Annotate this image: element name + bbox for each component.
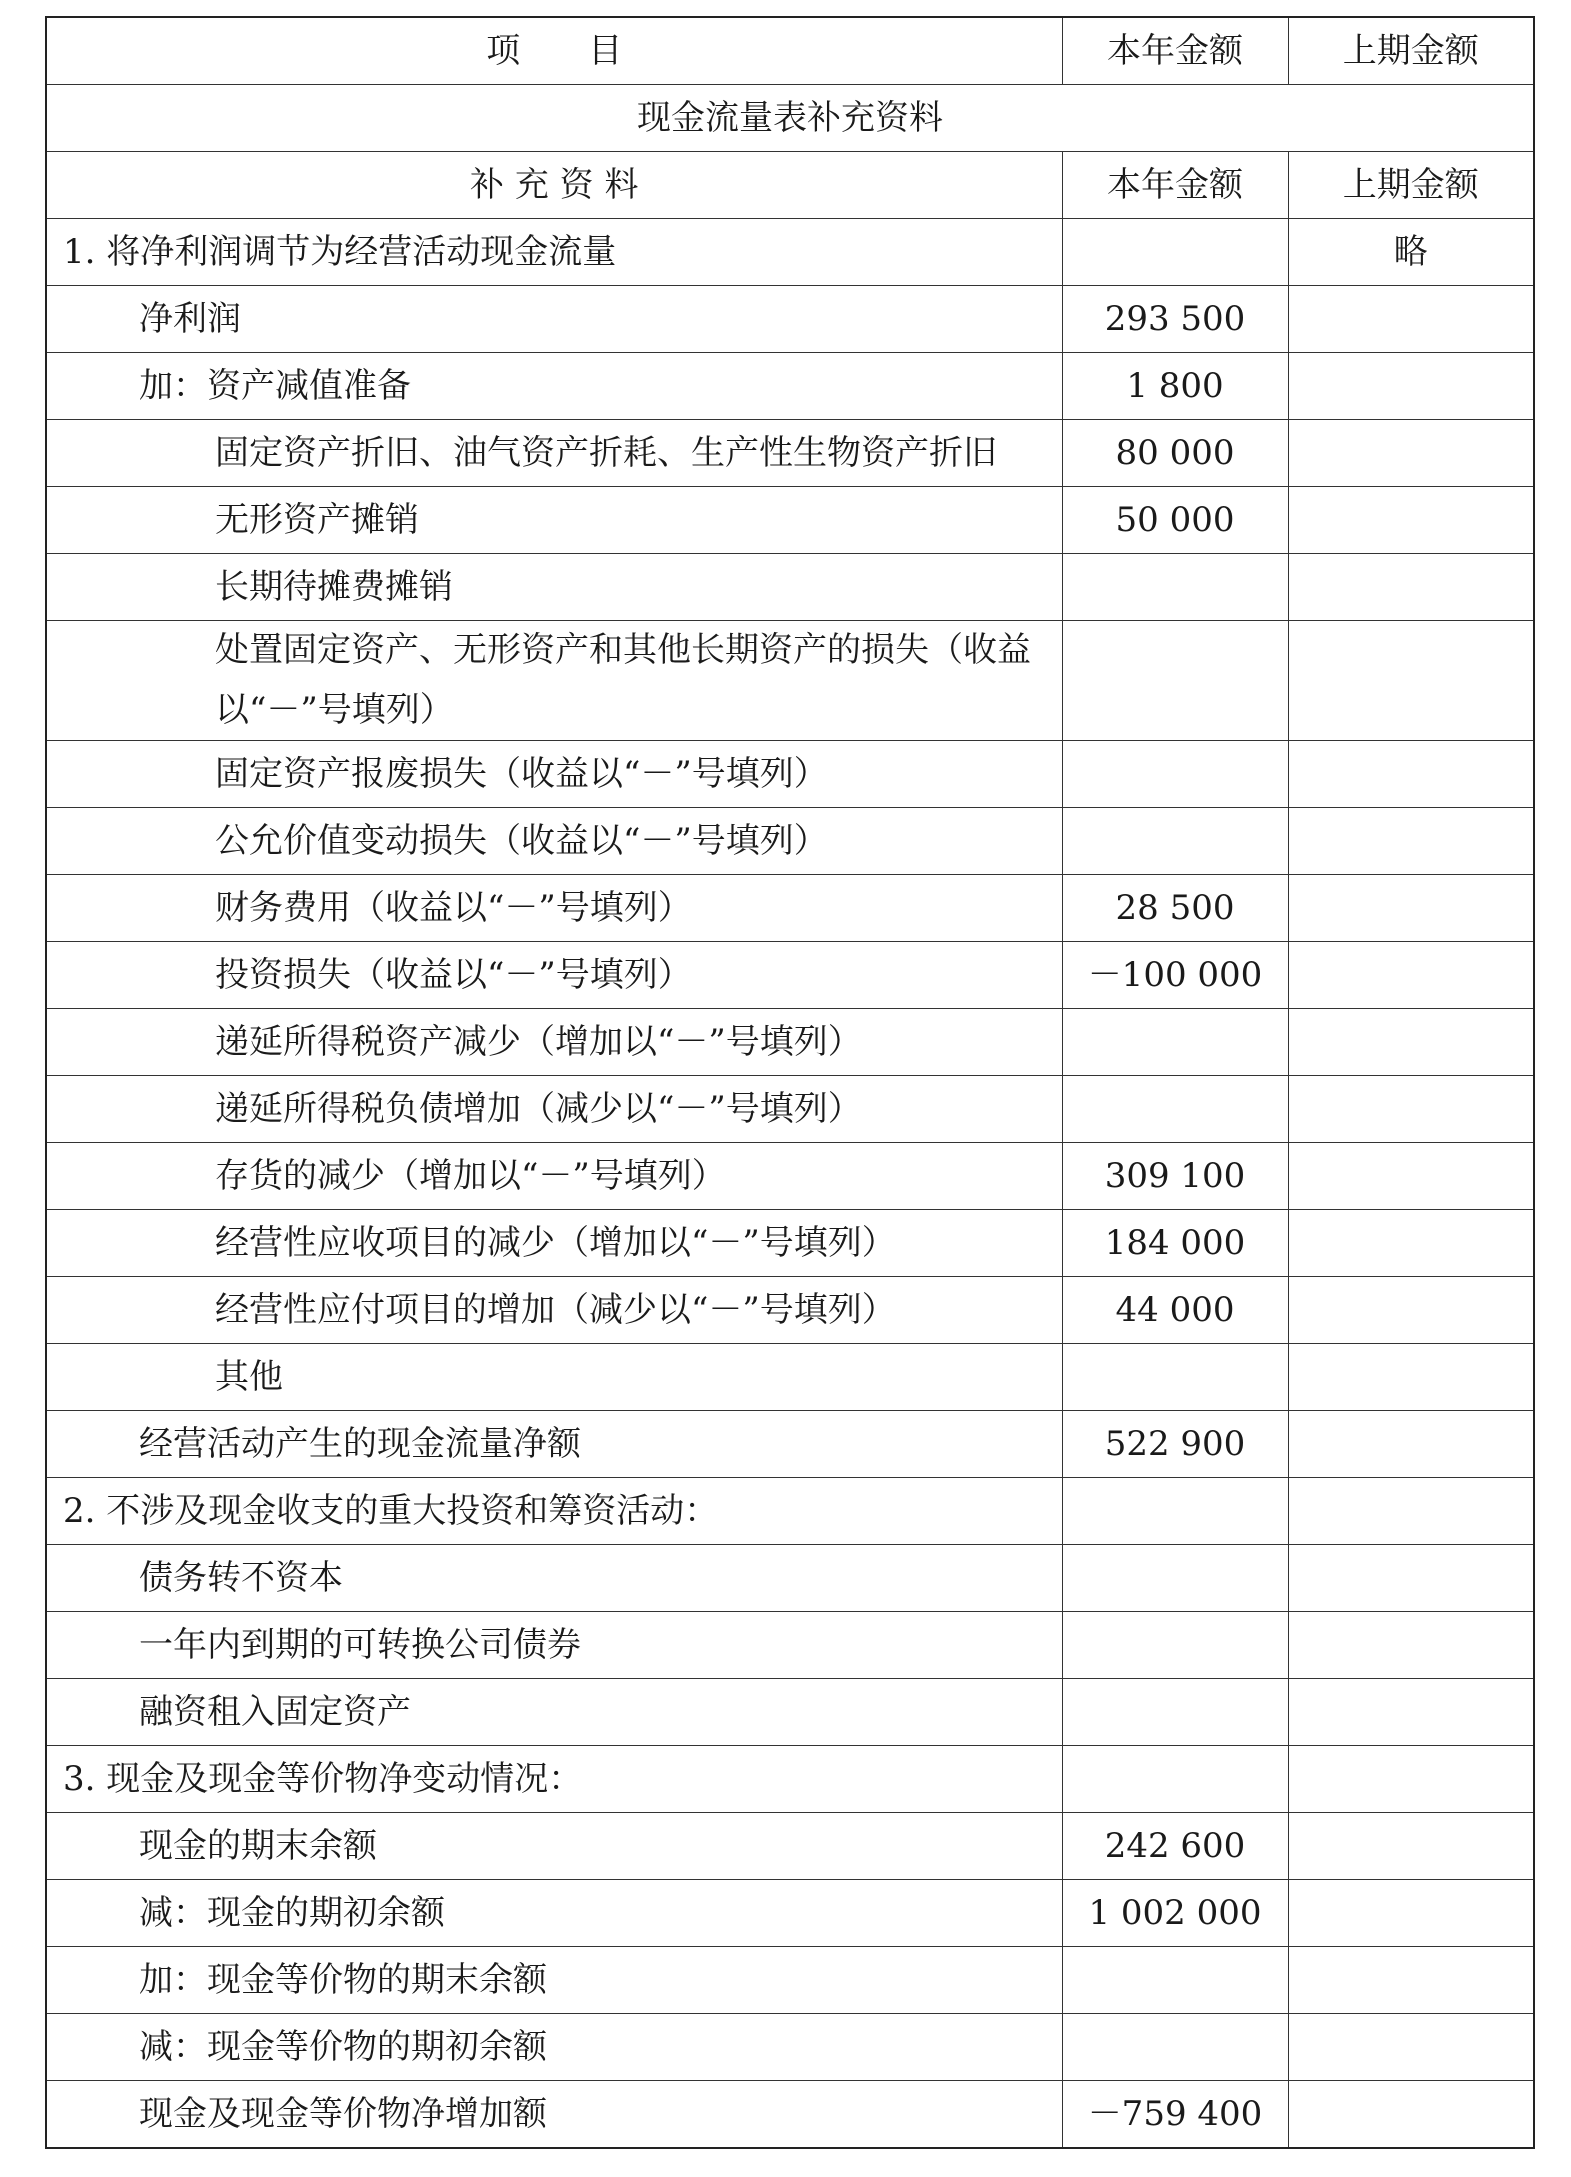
row-current <box>1062 554 1288 621</box>
header-previous-period: 上期金额 <box>1288 17 1534 85</box>
row-label: 经营性应付项目的增加（减少以“－”号填列） <box>46 1277 1062 1344</box>
row-previous <box>1288 1612 1534 1679</box>
table-row <box>46 1277 1534 1344</box>
row-previous <box>1288 487 1534 554</box>
row-label: 减：现金等价物的期初余额 <box>46 2014 1062 2081</box>
row-label: 融资租入固定资产 <box>46 1679 1062 1746</box>
row-previous <box>1288 621 1534 741</box>
row-previous <box>1288 1277 1534 1344</box>
table-row <box>46 1679 1534 1746</box>
row-previous <box>1288 1880 1534 1947</box>
subheader-row <box>46 152 1534 219</box>
table-row <box>46 2014 1534 2081</box>
row-previous <box>1288 1143 1534 1210</box>
row-label: 减：现金的期初余额 <box>46 1880 1062 1947</box>
header-item: 项 目 <box>46 17 1062 85</box>
subheader-previous-period: 上期金额 <box>1288 152 1534 219</box>
row-label: 公允价值变动损失（收益以“－”号填列） <box>46 808 1062 875</box>
table-row <box>46 1746 1534 1813</box>
row-current <box>1062 808 1288 875</box>
row-label: 加：资产减值准备 <box>46 353 1062 420</box>
row-previous <box>1288 2014 1534 2081</box>
row-current <box>1062 1344 1288 1411</box>
row-current: 1 002 000 <box>1062 1880 1288 1947</box>
row-current <box>1062 1478 1288 1545</box>
row-label: 递延所得税资产减少（增加以“－”号填列） <box>46 1009 1062 1076</box>
row-previous <box>1288 353 1534 420</box>
row-previous <box>1288 1679 1534 1746</box>
row-label: 财务费用（收益以“－”号填列） <box>46 875 1062 942</box>
row-current: －100 000 <box>1062 942 1288 1009</box>
row-current: 28 500 <box>1062 875 1288 942</box>
row-label: 投资损失（收益以“－”号填列） <box>46 942 1062 1009</box>
row-label: 加：现金等价物的期末余额 <box>46 1947 1062 2014</box>
row-previous <box>1288 1344 1534 1411</box>
row-previous <box>1288 1813 1534 1880</box>
row-previous <box>1288 1478 1534 1545</box>
row-previous <box>1288 420 1534 487</box>
row-current: 50 000 <box>1062 487 1288 554</box>
row-current <box>1062 219 1288 286</box>
table-row <box>46 1143 1534 1210</box>
row-label: 经营活动产生的现金流量净额 <box>46 1411 1062 1478</box>
row-label: 债务转不资本 <box>46 1545 1062 1612</box>
row-current <box>1062 1947 1288 2014</box>
row-current: 293 500 <box>1062 286 1288 353</box>
row-current: 1 800 <box>1062 353 1288 420</box>
row-current: －759 400 <box>1062 2081 1288 2149</box>
row-current: 242 600 <box>1062 1813 1288 1880</box>
table-row <box>46 2081 1534 2149</box>
table-row <box>46 741 1534 808</box>
row-previous <box>1288 1545 1534 1612</box>
table-row <box>46 487 1534 554</box>
row-label: 长期待摊费摊销 <box>46 554 1062 621</box>
row-previous <box>1288 2081 1534 2149</box>
row-label: 1. 将净利润调节为经营活动现金流量 <box>46 219 1062 286</box>
row-current: 309 100 <box>1062 1143 1288 1210</box>
row-current: 44 000 <box>1062 1277 1288 1344</box>
row-current <box>1062 1076 1288 1143</box>
row-previous <box>1288 942 1534 1009</box>
table-row <box>46 1076 1534 1143</box>
row-label: 其他 <box>46 1344 1062 1411</box>
row-label: 存货的减少（增加以“－”号填列） <box>46 1143 1062 1210</box>
row-previous <box>1288 286 1534 353</box>
section-title: 现金流量表补充资料 <box>46 85 1534 152</box>
header-current-year: 本年金额 <box>1062 17 1288 85</box>
row-label: 固定资产折旧、油气资产折耗、生产性生物资产折旧 <box>46 420 1062 487</box>
row-current <box>1062 1545 1288 1612</box>
row-current <box>1062 2014 1288 2081</box>
table-row <box>46 1210 1534 1277</box>
row-previous <box>1288 1210 1534 1277</box>
row-previous <box>1288 554 1534 621</box>
row-current <box>1062 1612 1288 1679</box>
row-label: 处置固定资产、无形资产和其他长期资产的损失（收益以“－”号填列） <box>46 621 1062 741</box>
cash-flow-supplement-table <box>45 16 1535 2149</box>
row-previous: 略 <box>1288 219 1534 286</box>
table-row <box>46 1880 1534 1947</box>
row-current <box>1062 741 1288 808</box>
row-label: 递延所得税负债增加（减少以“－”号填列） <box>46 1076 1062 1143</box>
table-row <box>46 219 1534 286</box>
table-row <box>46 1947 1534 2014</box>
row-label: 经营性应收项目的减少（增加以“－”号填列） <box>46 1210 1062 1277</box>
row-previous <box>1288 1947 1534 2014</box>
row-current: 184 000 <box>1062 1210 1288 1277</box>
row-previous <box>1288 808 1534 875</box>
row-current: 522 900 <box>1062 1411 1288 1478</box>
row-label: 2. 不涉及现金收支的重大投资和筹资活动： <box>46 1478 1062 1545</box>
row-label: 3. 现金及现金等价物净变动情况： <box>46 1746 1062 1813</box>
table-row <box>46 1411 1534 1478</box>
row-current <box>1062 1746 1288 1813</box>
row-label: 现金的期末余额 <box>46 1813 1062 1880</box>
row-current <box>1062 1679 1288 1746</box>
table-row <box>46 286 1534 353</box>
table-row <box>46 1009 1534 1076</box>
table-row <box>46 621 1534 741</box>
table-row <box>46 1612 1534 1679</box>
table-row <box>46 1478 1534 1545</box>
row-label: 一年内到期的可转换公司债券 <box>46 1612 1062 1679</box>
row-label: 固定资产报废损失（收益以“－”号填列） <box>46 741 1062 808</box>
table-row <box>46 808 1534 875</box>
row-label: 无形资产摊销 <box>46 487 1062 554</box>
table-row <box>46 353 1534 420</box>
subheader-item: 补 充 资 料 <box>46 152 1062 219</box>
row-current <box>1062 621 1288 741</box>
table-row <box>46 1813 1534 1880</box>
table-row <box>46 554 1534 621</box>
row-current <box>1062 1009 1288 1076</box>
row-previous <box>1288 875 1534 942</box>
table-row <box>46 875 1534 942</box>
table-row <box>46 942 1534 1009</box>
row-previous <box>1288 741 1534 808</box>
row-label: 净利润 <box>46 286 1062 353</box>
row-current: 80 000 <box>1062 420 1288 487</box>
row-previous <box>1288 1076 1534 1143</box>
row-label: 现金及现金等价物净增加额 <box>46 2081 1062 2149</box>
table-row <box>46 1344 1534 1411</box>
subheader-current-year: 本年金额 <box>1062 152 1288 219</box>
row-previous <box>1288 1411 1534 1478</box>
section-title-row <box>46 85 1534 152</box>
row-previous <box>1288 1009 1534 1076</box>
header-row <box>46 17 1534 85</box>
row-previous <box>1288 1746 1534 1813</box>
table-row <box>46 1545 1534 1612</box>
table-row <box>46 420 1534 487</box>
